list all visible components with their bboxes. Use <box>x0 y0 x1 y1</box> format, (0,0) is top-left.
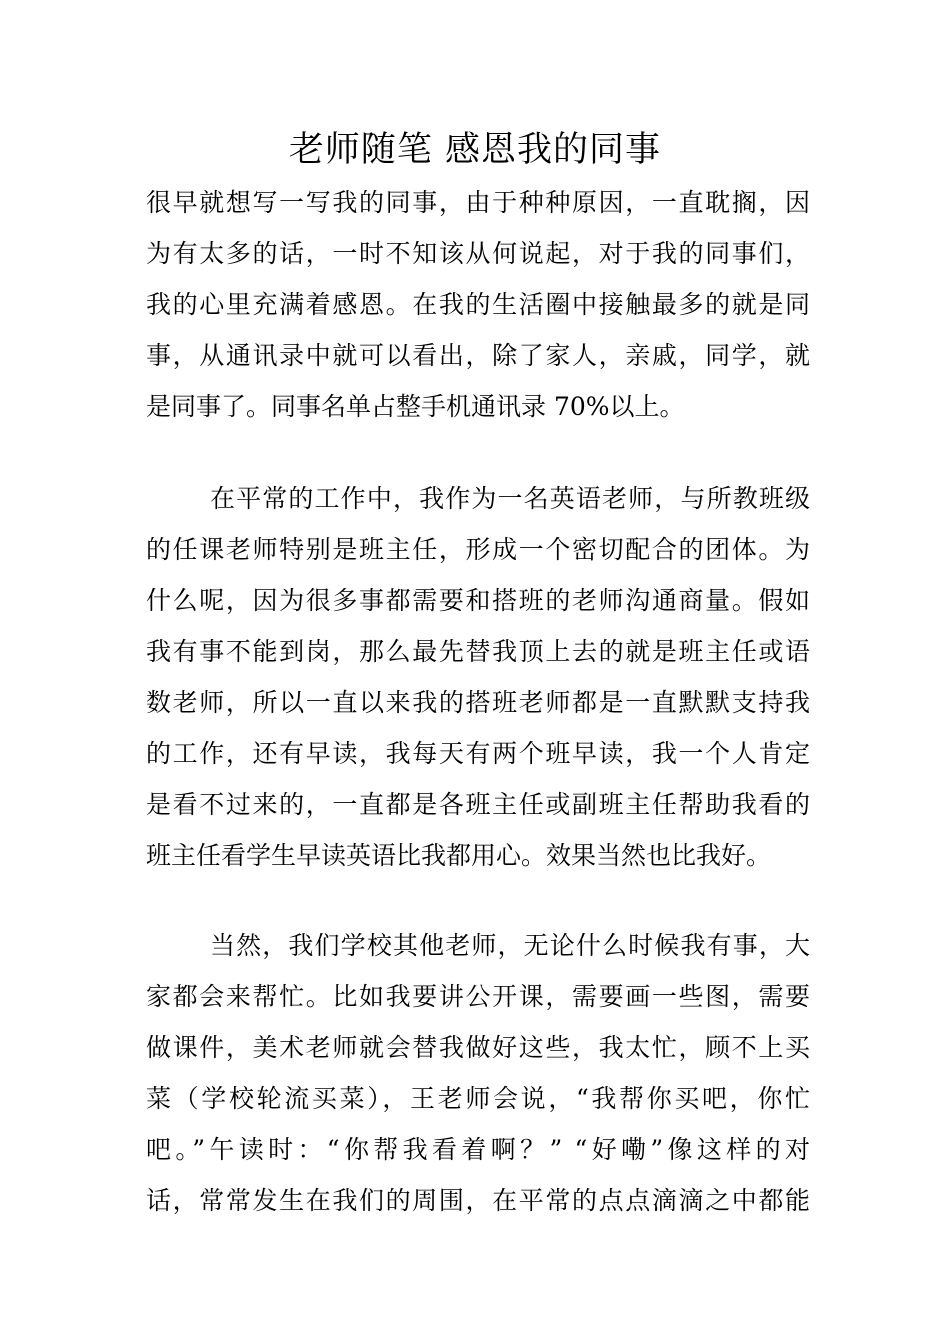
paragraph-line: 家都会来帮忙。比如我要讲公开课，需要画一些图，需要 <box>146 982 810 1011</box>
paragraph-line: 的任课老师特别是班主任，形成一个密切配合的团体。为 <box>146 535 810 564</box>
paragraph-line: 班主任看学生早读英语比我都用心。效果当然也比我好。 <box>146 841 772 870</box>
paragraph-line: 当然，我们学校其他老师，无论什么时候我有事，大 <box>210 931 810 960</box>
paragraph-line: 事，从通讯录中就可以看出，除了家人，亲戚，同学，就 <box>146 341 810 370</box>
paragraph-line: 很早就想写一写我的同事，由于种种原因，一直耽搁，因 <box>146 188 810 217</box>
paragraph-3 <box>146 920 810 1226</box>
paragraph-line: 是看不过来的，一直都是各班主任或副班主任帮助我看的 <box>146 790 810 819</box>
paragraph-line: 菜（学校轮流买菜），王老师会说，“我帮你买吧，你忙 <box>146 1084 810 1113</box>
paragraph-line: 做课件，美术老师就会替我做好这些，我太忙，顾不上买 <box>146 1033 810 1062</box>
paragraph-line: 数老师，所以一直以来我的搭班老师都是一直默默支持我 <box>146 688 810 717</box>
paragraph-line: 的工作，还有早读，我每天有两个班早读，我一个人肯定 <box>146 739 810 768</box>
paragraph-line: 话，常常发生在我们的周围，在平常的点点滴滴之中都能 <box>146 1186 810 1215</box>
paragraph-line: 我有事不能到岗，那么最先替我顶上去的就是班主任或语 <box>146 637 810 666</box>
paragraph-line: 吧。”午读时：“你帮我看着啊？” “好嘞”像这样的对 <box>146 1135 810 1164</box>
paragraph-2 <box>146 473 810 881</box>
paragraph-line: 什么呢，因为很多事都需要和搭班的老师沟通商量。假如 <box>146 586 810 615</box>
paragraph-line: 在平常的工作中，我作为一名英语老师，与所教班级 <box>210 484 810 513</box>
paragraph-line: 我的心里充满着感恩。在我的生活圈中接触最多的就是同 <box>146 290 810 319</box>
paragraph-line: 是同事了。同事名单占整手机通讯录 70%以上。 <box>146 392 685 421</box>
paragraph-1 <box>146 177 810 432</box>
document-title: 老师随笔 感恩我的同事 <box>288 130 662 170</box>
paragraph-line: 为有太多的话，一时不知该从何说起，对于我的同事们， <box>146 239 810 268</box>
